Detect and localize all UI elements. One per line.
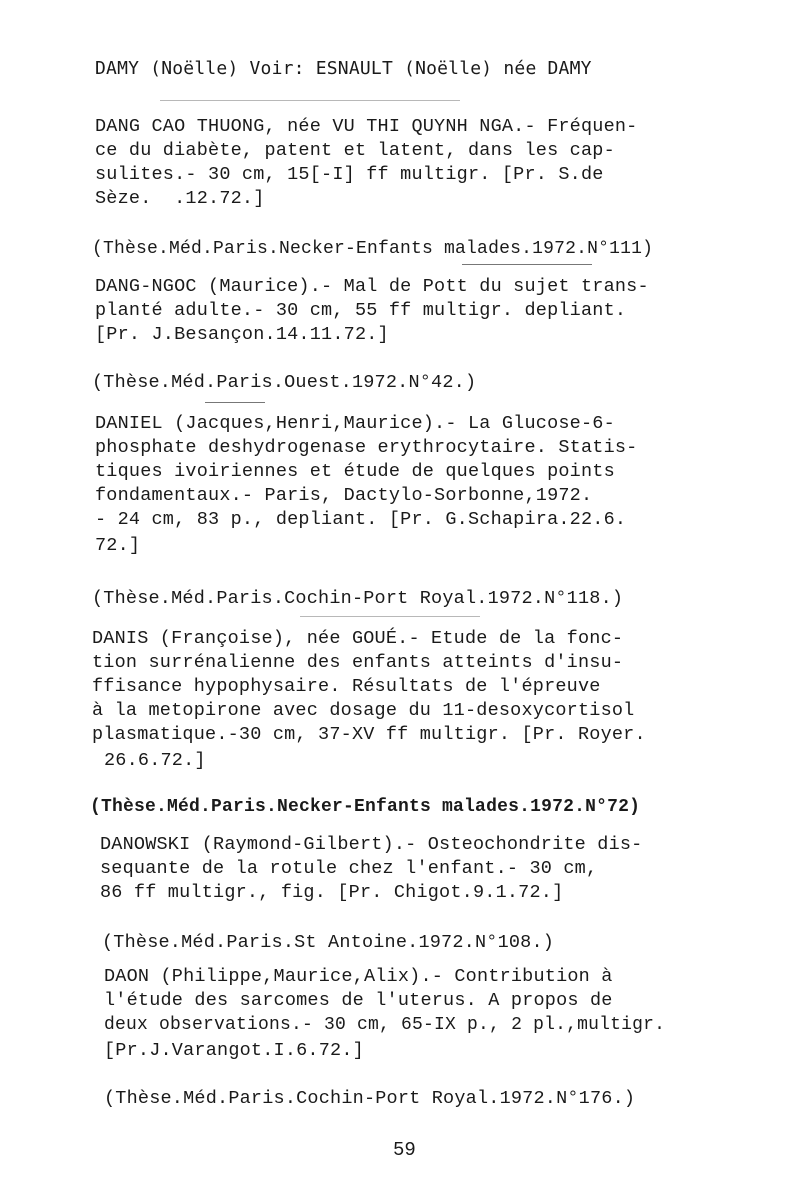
entry-danis-line-1: DANIS (Françoise), née GOUÉ.- Etude de la fonc- (92, 628, 624, 649)
entry-dang-ngoc-line-3: [Pr. J.Besançon.14.11.72.] (95, 324, 389, 345)
entry-daon-line-1: DAON (Philippe,Maurice,Alix).- Contribution à (104, 966, 613, 987)
entry-danis-line-6: 26.6.72.] (104, 750, 206, 771)
entry-daon-line-2: l'étude des sarcomes de l'uterus. A propos de (104, 990, 613, 1011)
entry-danowski-line-2: sequante de la rotule chez l'enfant.- 30 cm, (100, 858, 598, 879)
entry-daniel-line-6: 72.] (95, 535, 141, 556)
entry-daniel-line-3: tiques ivoiriennes et étude de quelques points (95, 461, 615, 482)
entry-danowski-line-1: DANOWSKI (Raymond-Gilbert).- Osteochondrite dis- (100, 834, 643, 855)
entry-daniel-thesis: (Thèse.Méd.Paris.Cochin-Port Royal.1972.N°118.) (92, 588, 624, 609)
entry-danowski-line-3: 86 ff multigr., fig. [Pr. Chigot.9.1.72.] (100, 882, 564, 903)
entry-daniel-line-2: phosphate deshydrogenase erythrocytaire. Statis- (95, 437, 638, 458)
entry-dang-cao-thuong-line-2: ce du diabète, patent et latent, dans les cap- (95, 140, 615, 161)
entry-dang-ngoc-thesis: (Thèse.Méd.Paris.Ouest.1972.N°42.) (92, 372, 477, 393)
entry-danis-line-3: ffisance hypophysaire. Résultats de l'épreuve (92, 676, 601, 697)
entry-daon-thesis: (Thèse.Méd.Paris.Cochin-Port Royal.1972.N°176.) (104, 1088, 636, 1109)
entry-daniel-line-5: - 24 cm, 83 p., depliant. [Pr. G.Schapira.22.6. (95, 509, 627, 530)
entry-danowski-thesis: (Thèse.Méd.Paris.St Antoine.1972.N°108.) (102, 932, 555, 953)
separator-rule (300, 616, 480, 617)
entry-daniel-line-4: fondamentaux.- Paris, Dactylo-Sorbonne,1972. (95, 485, 593, 506)
separator-rule (462, 264, 592, 265)
entry-daon-line-4: [Pr.J.Varangot.I.6.72.] (104, 1040, 364, 1061)
page-number: 59 (393, 1139, 416, 1161)
entry-danis-line-4: à la metopirone avec dosage du 11-desoxycortisol (92, 700, 635, 721)
separator-rule (205, 402, 265, 403)
entry-dang-ngoc-line-2: planté adulte.- 30 cm, 55 ff multigr. depliant. (95, 300, 627, 321)
entry-danis-line-2: tion surrénalienne des enfants atteints d'insu- (92, 652, 624, 673)
separator-rule (160, 100, 460, 101)
entry-dang-cao-thuong-line-4: Sèze. .12.72.] (95, 188, 265, 209)
entry-daniel-line-1: DANIEL (Jacques,Henri,Maurice).- La Glucose-6- (95, 413, 615, 434)
entry-damy-line-1: DAMY (Noëlle) Voir: ESNAULT (Noëlle) née DAMY (95, 58, 592, 79)
entry-daon-line-3: deux observations.- 30 cm, 65-IX p., 2 pl.,multigr. (104, 1015, 666, 1035)
entry-dang-cao-thuong-line-1: DANG CAO THUONG, née VU THI QUYNH NGA.- Fréquen- (95, 116, 638, 137)
entry-dang-cao-thuong-line-3: sulites.- 30 cm, 15[-I] ff multigr. [Pr. S.de (95, 164, 604, 185)
entry-dang-cao-thuong-thesis: (Thèse.Méd.Paris.Necker-Enfants malades.1972.N°111) (92, 239, 654, 259)
entry-dang-ngoc-line-1: DANG-NGOC (Maurice).- Mal de Pott du sujet trans- (95, 276, 649, 297)
entry-danis-thesis: (Thèse.Méd.Paris.Necker-Enfants malades.1972.N°72) (90, 797, 641, 817)
entry-danis-line-5: plasmatique.-30 cm, 37-XV ff multigr. [Pr. Royer. (92, 724, 646, 745)
